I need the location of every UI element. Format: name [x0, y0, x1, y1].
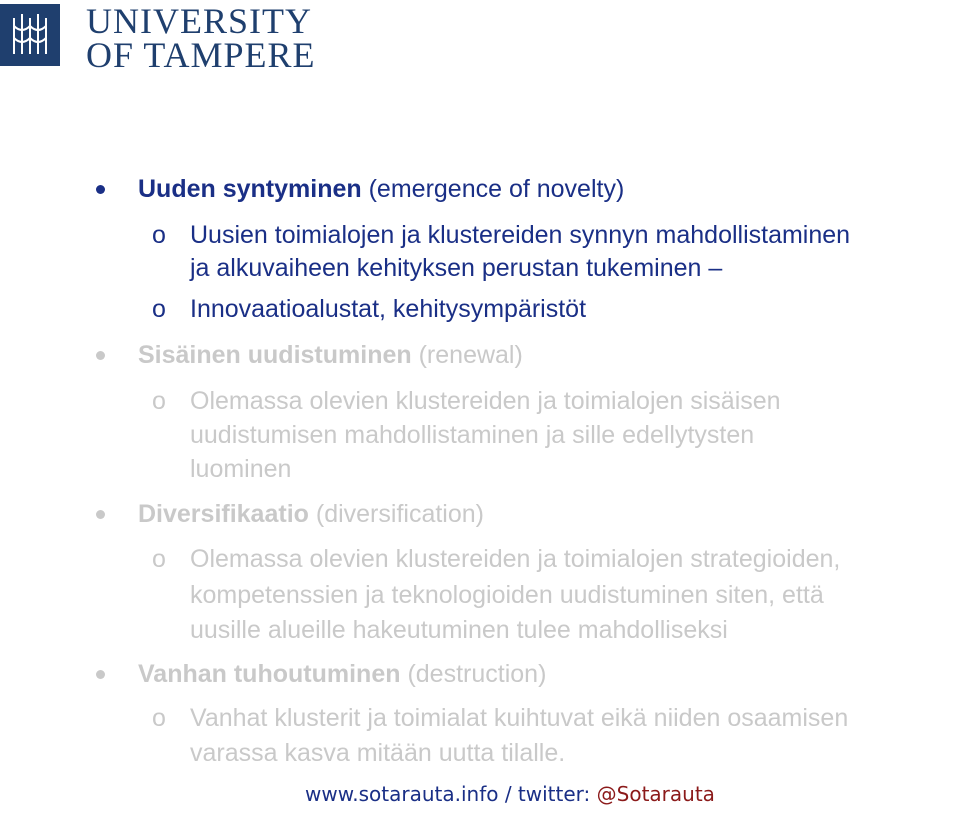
university-logo-text — [86, 1, 316, 75]
bullet-2-title: Sisäinen uudistuminen — [138, 341, 412, 369]
bullet-dot — [96, 185, 105, 194]
bullet-2-subtitle: (renewal) — [418, 341, 523, 369]
logo-line-1: UNIVERSITY — [86, 1, 312, 41]
bullet-1-heading — [138, 174, 624, 204]
sub-bullet-marker: o — [152, 387, 166, 415]
bullet-3-sub-1-line-1: Olemassa olevien klustereiden ja toimialojen strategioiden, — [190, 545, 841, 573]
bullet-3-heading — [138, 499, 484, 529]
bullet-2-heading — [138, 340, 523, 370]
bullet-3-sub-1-line-3: uusille alueille hakeutuminen tulee mahdolliseksi — [190, 616, 728, 644]
sub-bullet-marker: o — [152, 545, 166, 573]
logo-line-2: OF TAMPERE — [86, 35, 316, 75]
logo-emblem-icon — [0, 4, 60, 66]
footer-twitter-handle[interactable]: @Sotarauta — [596, 782, 715, 806]
sub-bullet-marker: o — [152, 704, 166, 732]
bullet-1-sub-1-line-2: ja alkuvaiheen kehityksen perustan tukeminen – — [190, 254, 723, 282]
bullet-dot — [96, 351, 105, 360]
bullet-dot — [96, 670, 105, 679]
bullet-1-sub-2-line-1: Innovaatioalustat, kehitysympäristöt — [190, 295, 587, 323]
bullet-2-sub-1-line-1: Olemassa olevien klustereiden ja toimialojen sisäisen — [190, 387, 781, 415]
sub-bullet-marker: o — [152, 221, 166, 249]
bullet-dot — [96, 510, 105, 519]
sub-bullet-marker: o — [152, 295, 166, 323]
bullet-4-title: Vanhan tuhoutuminen — [138, 660, 401, 688]
university-logo-mark — [0, 4, 60, 66]
footer — [305, 780, 715, 808]
bullet-4-sub-1-line-1: Vanhat klusterit ja toimialat kuihtuvat eikä niiden osaamisen — [190, 704, 849, 732]
bullet-1-sub-1-line-1: Uusien toimialojen ja klustereiden synnyn mahdollistaminen — [190, 221, 851, 249]
footer-link[interactable]: www.sotarauta.info / twitter: — [305, 782, 597, 806]
bullet-2-sub-1-line-2: uudistumisen mahdollistaminen ja sille edellytysten — [190, 421, 755, 449]
bullet-4-sub-1-line-2: varassa kasva mitään uutta tilalle. — [190, 739, 566, 767]
bullet-2-sub-1-line-3: luominen — [190, 455, 292, 483]
bullet-4-heading — [138, 659, 546, 689]
bullet-3-sub-1-line-2: kompetenssien ja teknologioiden uudistuminen siten, että — [190, 581, 824, 609]
bullet-4-subtitle: (destruction) — [407, 660, 547, 688]
bullet-1-title: Uuden syntyminen — [138, 175, 362, 203]
bullet-3-subtitle: (diversification) — [315, 500, 484, 528]
bullet-1-subtitle: (emergence of novelty) — [368, 175, 625, 203]
bullet-3-title: Diversifikaatio — [138, 500, 309, 528]
